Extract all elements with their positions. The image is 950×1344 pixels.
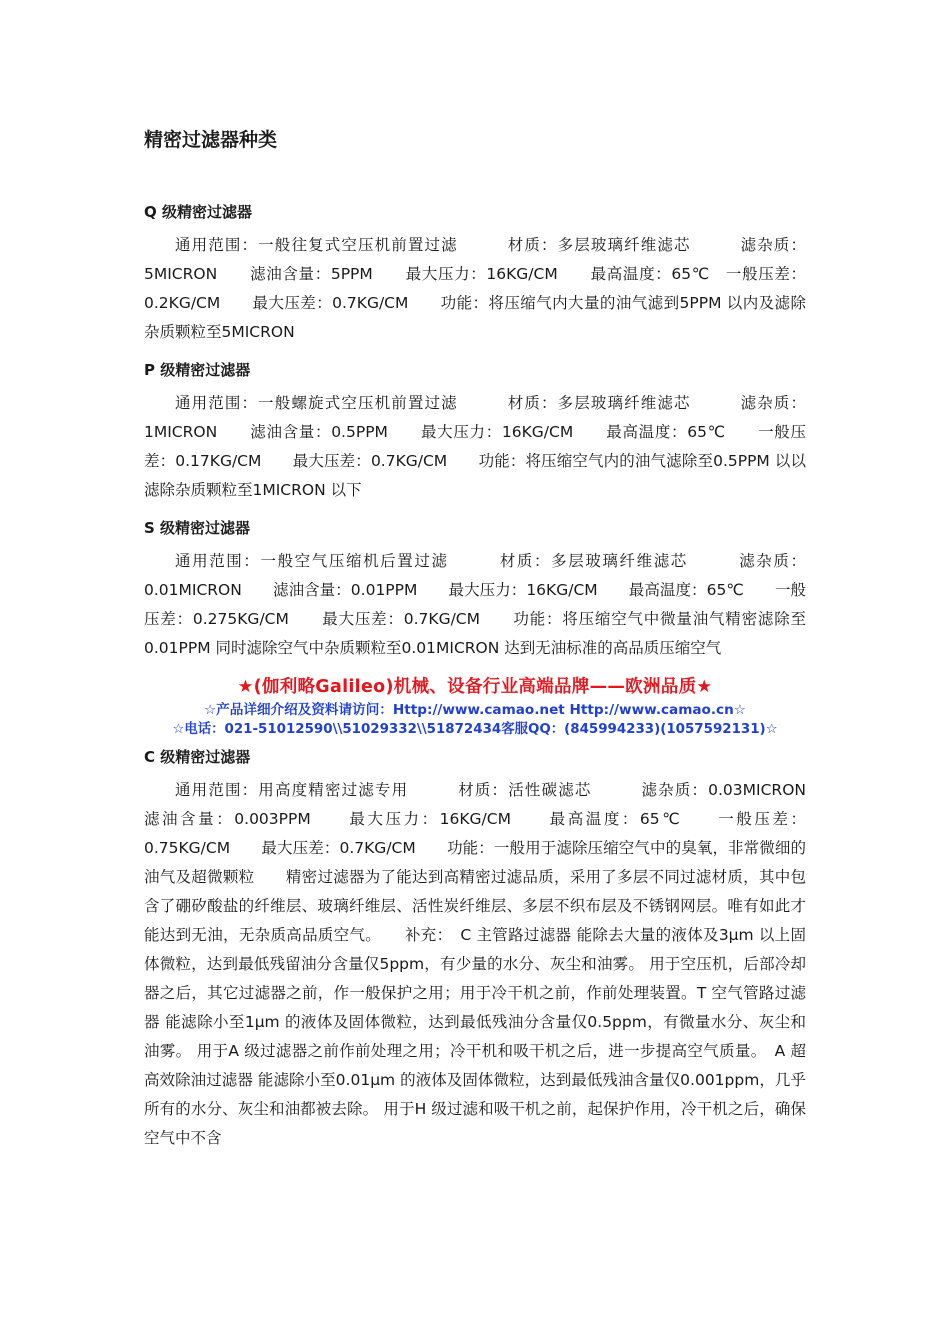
banner-brand-line: ★(伽利略Galileo)机械、设备行业高端品牌——欧洲品质★ (237, 677, 713, 697)
section-body-p: 通用范围：一般螺旋式空压机前置过滤 材质：多层玻璃纤维滤芯 滤杂质：1MICRON 滤油含量：0.5PPM 最大压力：16KG/CM 最高温度：65℃ 一般压差：0.17KG/CM 最大压差：0.7KG/CM 功能：将压缩空气内的油气滤除至0.5PPM 以以滤除杂质颗粒至1MICRON 以下 (144, 394, 806, 499)
document-content (144, 124, 838, 1165)
banner-contact-line: ☆电话：021-51012590\\51029332\\51872434客服QQ：(845994233)(1057592131)☆ (172, 722, 778, 737)
section-heading-s: S 级精密过滤器 (144, 519, 251, 537)
section-body-q: 通用范围：一般往复式空压机前置过滤 材质：多层玻璃纤维滤芯 滤杂质：5MICRON 滤油含量：5PPM 最大压力：16KG/CM 最高温度：65℃ 一般压差：0.2KG/CM 最大压差：0.7KG/CM 功能：将压缩气内大量的油气滤到5PPM 以内及滤除杂质颗粒至5MICRON (144, 236, 806, 341)
section-p (144, 359, 806, 505)
section-heading-c: C 级精密过滤器 (144, 748, 251, 766)
banner-website-line[interactable]: ☆产品详细介绍及资料请访问：Http://www.camao.net Http://www.camao.cn☆ (204, 702, 746, 718)
section-heading-q: Q 级精密过滤器 (144, 203, 252, 221)
section-q (144, 201, 806, 347)
section-s (144, 517, 806, 663)
section-c (144, 746, 838, 1153)
advertisement-banner (134, 675, 816, 740)
page-title: 精密过滤器种类 (144, 129, 278, 151)
section-body-s: 通用范围：一般空气压缩机后置过滤 材质：多层玻璃纤维滤芯 滤杂质：0.01MICRON 滤油含量：0.01PPM 最大压力：16KG/CM 最高温度：65℃ 一般压差：0.275KG/CM 最大压差：0.7KG/CM 功能：将压缩空气中微量油气精密滤除至0.01PPM 同时滤除空气中杂质颗粒至0.01MICRON 达到无油标准的高品质压缩空气 (144, 552, 806, 657)
section-heading-p: P 级精密过滤器 (144, 361, 251, 379)
section-body-c: 通用范围：用高度精密过滤专用 材质：活性碳滤芯 滤杂质：0.03MICRON 滤油含量：0.003PPM 最大压力：16KG/CM 最高温度：65℃ 一般压差：0.75KG/CM 最大压差：0.7KG/CM 功能：一般用于滤除压缩空气中的臭氧，非常微细的油气及超微颗粒 精密过滤器为了能达到高精密过滤品质，采用了多层不同过滤材质，其中包含了硼矽酸盐的纤维层、玻璃纤维层、活性炭纤维层、多层不织布层及不锈钢网层。唯有如此才能达到无油，无杂质高品质空气。 补充： C 主管路过滤器 能除去大量的液体及3μm 以上固体微粒，达到最低残留油分含量仅5ppm，有少量的水分、灰尘和油雾。 用于空压机，后部冷却器之后，其它过滤器之前，作一般保护之用；用于冷干机之前，作前处理装置。T 空气管路过滤器 能滤除小至1μm 的液体及固体微粒，达到最低残油分含量仅0.5ppm，有微量水分、灰尘和油雾。 用于A 级过滤器之前作前处理之用；冷干机和吸干机之后，进一步提高空气质量。 A 超高效除油过滤器 能滤除小至0.01μm 的液体及固体微粒，达到最低残油含量仅0.001ppm，几乎所有的水分、灰尘和油都被去除。 用于H 级过滤和吸干机之前，起保护作用，冷干机之后，确保空气中不含 (144, 781, 838, 1147)
